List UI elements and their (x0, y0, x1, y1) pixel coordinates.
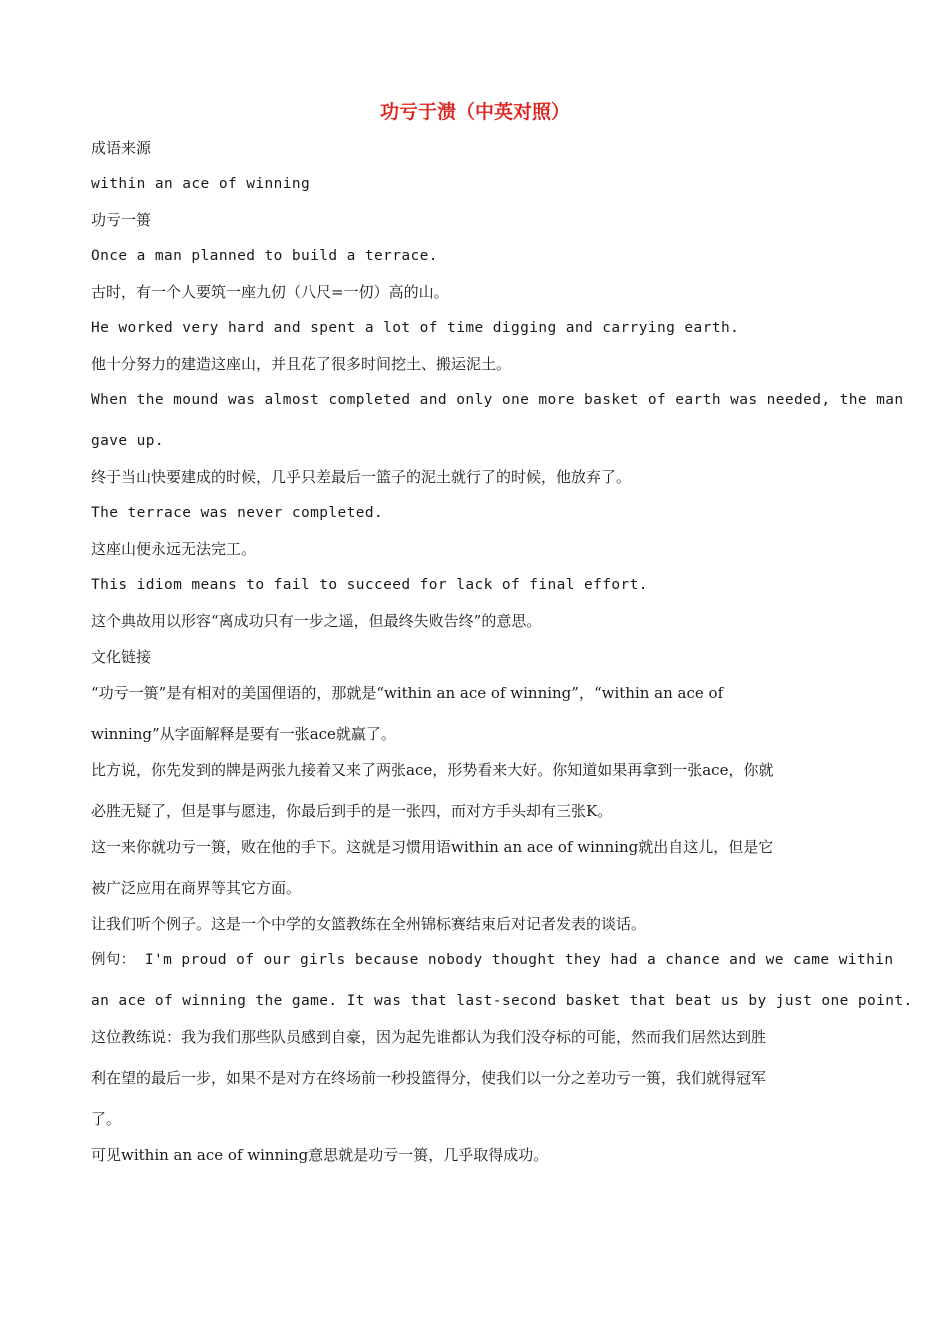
chinese-idiom: 功亏一篑 (91, 211, 152, 229)
english-idiom: within an ace of winning (91, 176, 311, 192)
story-line-en-4: The terrace was never completed. (91, 505, 384, 521)
culture-paragraph-4: 让我们听个例子。这是一个中学的女篮教练在全州锦标赛结束后对记者发表的谈话。 (91, 915, 647, 933)
example-sentence-a: 例句： I'm proud of our girls because nobody thought they had a chance and we came within (91, 952, 894, 968)
example-translation-c: 了。 (91, 1110, 122, 1128)
story-line-zh-1: 古时，有一个人要筑一座九仞（八尺=一仞）高的山。 (91, 283, 449, 301)
story-line-zh-2: 他十分努力的建造这座山，并且花了很多时间挖土、搬运泥土。 (91, 355, 512, 373)
culture-paragraph-2a: 比方说，你先发到的牌是两张九接着又来了两张ace，形势看来大好。你知道如果再拿到一张ace，你就 (91, 761, 774, 779)
meaning-line-zh: 这个典故用以形容“离成功只有一步之遥，但最终失败告终”的意思。 (91, 612, 542, 630)
meaning-line-en: This idiom means to fail to succeed for lack of final effort. (91, 577, 648, 593)
example-translation-a: 这位教练说：我为我们那些队员感到自豪，因为起先谁都认为我们没夺标的可能，然而我们居然达到胜 (91, 1028, 767, 1046)
story-line-en-2: He worked very hard and spent a lot of time digging and carrying earth. (91, 320, 740, 336)
story-line-zh-3: 终于当山快要建成的时候，几乎只差最后一篮子的泥土就行了的时候，他放弃了。 (91, 468, 632, 486)
culture-paragraph-3b: 被广泛应用在商界等其它方面。 (91, 879, 302, 897)
story-line-en-1: Once a man planned to build a terrace. (91, 248, 438, 264)
story-line-zh-4: 这座山便永远无法完工。 (91, 540, 257, 558)
section-heading-idiom-origin: 成语来源 (91, 139, 152, 157)
example-translation-b: 利在望的最后一步，如果不是对方在终场前一秒投篮得分，使我们以一分之差功亏一篑，我们就得冠军 (91, 1069, 767, 1087)
culture-paragraph-1b: winning”从字面解释是要有一张ace就赢了。 (91, 725, 396, 743)
culture-paragraph-3a: 这一来你就功亏一篑，败在他的手下。这就是习惯用语within an ace of winning就出自这儿，但是它 (91, 838, 774, 856)
conclusion-line: 可见within an ace of winning意思就是功亏一篑，几乎取得成功。 (91, 1146, 549, 1164)
section-heading-culture-link: 文化链接 (91, 648, 152, 666)
document-title: 功亏于溃（中英对照） (379, 101, 570, 123)
story-line-en-3b: gave up. (91, 433, 165, 449)
story-line-en-3a: When the mound was almost completed and only one more basket of earth was needed, the man (91, 392, 904, 408)
culture-paragraph-1a: “功亏一篑”是有相对的美国俚语的，那就是“within an ace of winning”，“within an ace of (91, 684, 724, 702)
culture-paragraph-2b: 必胜无疑了，但是事与愿违，你最后到手的是一张四，而对方手头却有三张K。 (91, 802, 613, 820)
example-sentence-b: an ace of winning the game. It was that last-second basket that beat us by just one point. (91, 993, 913, 1009)
